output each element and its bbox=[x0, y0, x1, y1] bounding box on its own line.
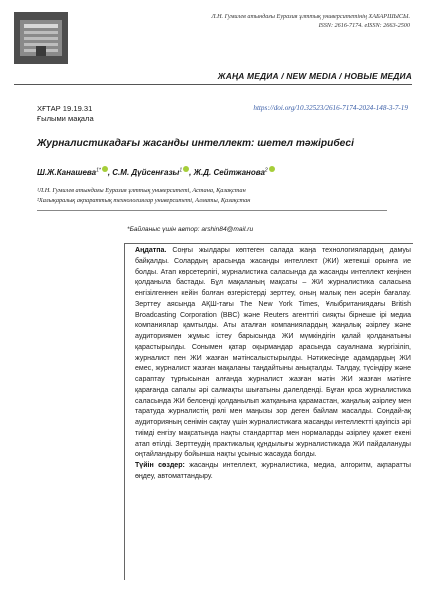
orcid-icon[interactable] bbox=[102, 166, 108, 172]
corresponding-author: *Байланыс үшін автор: arshin84@mail.ru bbox=[127, 226, 254, 233]
abstract bbox=[135, 246, 411, 483]
keywords-label: Түйін сөздер: bbox=[135, 462, 185, 469]
section-title: ЖАҢА МЕДИА / NEW MEDIA / НОВЫЕ МЕДИА bbox=[217, 71, 412, 81]
affiliation-divider bbox=[37, 210, 387, 211]
header-divider bbox=[14, 84, 412, 85]
affiliation-2: ²Халықаралық ақпараттық технологиялар университеті, Алматы, Қазақстан bbox=[37, 197, 251, 204]
author-name: Ш.Ж.Канашева bbox=[37, 168, 97, 177]
author-name: Ж.Д. Сейтжанова bbox=[193, 168, 265, 177]
author-list: Ш.Ж.Канашева$^{1*}$ , С.М. Дүйсенғазы$^1$ , Ж.Д. Сейтжанова$^2$ bbox=[37, 166, 275, 177]
affiliation-1: ¹Л.Н. Гумилев атындағы Еуразия ұлттық университеті, Астана, Қазақстан bbox=[37, 187, 246, 194]
keywords-body: жасанды интеллект, журналистика, медиа, алгоритм, ақпаратты өңдеу, автоматтандыру. bbox=[135, 462, 411, 480]
orcid-icon[interactable] bbox=[269, 166, 275, 172]
journal-info bbox=[170, 13, 410, 30]
author-sup: 1* bbox=[96, 167, 101, 174]
abstract-body: Соңғы жылдары көптеген салада жаңа технологиялардың дамуы байқалды. Солардың арасында жасанды интеллект (ЖИ) жетекші орынға ие болды. Атап көрсетерлігі, журналистика саласында да жасанды интеллект кеңінен қолданыла бастады. Бұл мақаланың мақсаты – ЖИ журналистика саласына енгізілгеннен кейін болған өзгерістерді зерттеу, оның малық пен әсерін бағалау. Зерттеу аясында АҚШ-тағы The New York Times, Ұлыбританиядағы British Broadcasting Corporation (BBC) және Reuters агенттігі сияқты бірнеше ірі медиа компаниялар қамтылды. Аты аталған компаниялардың жаңалық әзірлеу және аудиториямен жұмыс істеу барысында ЖИ мүмкіндігін қалай қолданатыны қарастырылды. Сонымен қатар оқырмандар арасында сауалнама жүргізіліп, журналист пен ЖИ жазған мәтінсалыстырылды. Нәтижесінде адамдардың ЖИ емес, журналист жазған мақаланы таңдайтыны анықталды. Талдау, түсіндіру және сараптау тұрғысынан алғанда журналист жазған мәтін ЖИ жазған мәтінге қарағанда сапалы әрі салмақты шығатыны дәлелденді. Бұған қоса журналистика саласында ЖИ белсенді қолданылып жатқанына қарамастан, жаңалық әзірлеу мен таратуда журналистің рөлі мен маңызы зор деген байлам жасалды. Сондай-ақ аудиторияның сенімін сақтау үшін журналистикаға жасанды интеллектті қауіпсіз әрі тиімді енгізу мақсатында нақты стандарттар мен нормаларды әзірлеу қажет екені атап өтілді. Зерттеудің практикалық құндылығы журналистикада ЖИ пайдалануды оңтайландыру бойынша нақты ұсыныс жасауда болды. bbox=[135, 247, 411, 459]
university-logo bbox=[14, 12, 68, 64]
keywords bbox=[135, 461, 411, 483]
author-name: С.М. Дүйсенғазы bbox=[112, 168, 180, 177]
abstract-label: Аңдатпа. bbox=[135, 247, 167, 254]
doi-link[interactable]: https://doi.org/10.32523/2616-7174-2024-148-3-7-19 bbox=[253, 104, 408, 112]
journal-issn: ISSN: 2616-7174. eISSN: 2663-2500 bbox=[318, 21, 410, 29]
article-category: Ғылыми мақала bbox=[37, 114, 94, 123]
irstea-code: ХҒТАР 19.19.31 bbox=[37, 104, 93, 113]
orcid-icon[interactable] bbox=[183, 166, 189, 172]
article-title: Журналистикадағы жасанды интеллект: шетел тәжірибесі bbox=[37, 138, 354, 149]
author-sup: 2 bbox=[264, 167, 268, 174]
journal-name: Л.Н. Гумилев атындағы Еуразия ұлттық университетінің ХАБАРШЫСЫ. bbox=[211, 13, 410, 20]
author-sup: 1 bbox=[179, 167, 183, 174]
